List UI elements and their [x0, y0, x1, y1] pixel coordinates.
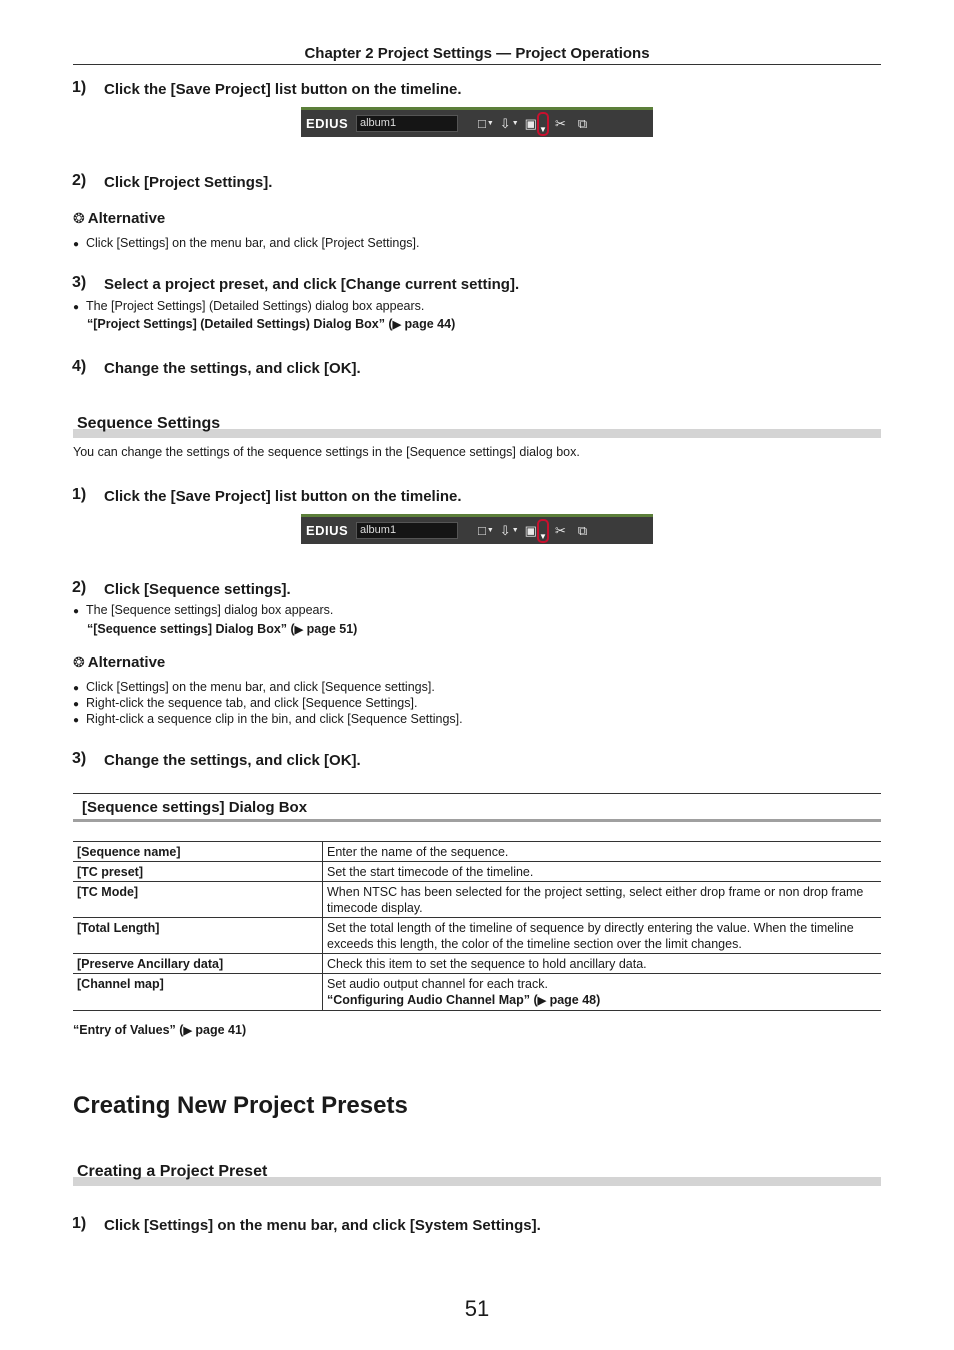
step-number: 1) — [72, 1215, 87, 1232]
arrow-right-icon: ▶ — [392, 319, 402, 331]
step-number: 1) — [72, 79, 87, 96]
copy-icon[interactable]: ⧉ — [577, 522, 588, 538]
list-item: ● Click [Settings] on the menu bar, and click [Sequence settings]. — [73, 680, 435, 694]
edius-logo: EDIUS — [306, 523, 349, 538]
settings-table — [73, 841, 881, 1011]
header-rule — [73, 64, 881, 65]
table-row: [Total Length] Set the total length of the timeline of sequence by directly entering the value. When the timeline exceeds this length, the color of the timeline section over the limit changes. — [73, 918, 881, 954]
list-item: ● Right-click a sequence clip in the bin, and click [Sequence Settings]. — [73, 712, 463, 726]
open-project-icon[interactable]: ⇩ — [499, 115, 511, 131]
sequence-name-field[interactable]: album1 — [356, 522, 458, 539]
cut-icon[interactable]: ✂ — [554, 115, 566, 131]
chevron-down-icon[interactable]: ▼ — [511, 120, 519, 127]
cross-reference-link[interactable]: “[Project Settings] (Detailed Settings) Dialog Box” (▶ page 44) — [87, 317, 456, 331]
step-text: Click [Project Settings]. — [104, 174, 273, 191]
save-project-icon[interactable]: ▣ — [524, 522, 537, 538]
open-project-icon[interactable]: ⇩ — [499, 522, 511, 538]
section-title: Sequence Settings — [77, 415, 221, 432]
dialog-title: [Sequence settings] Dialog Box — [82, 799, 308, 816]
arrow-right-icon: ▶ — [183, 1025, 192, 1037]
step-number: 3) — [72, 750, 87, 767]
chapter-header: Chapter 2 Project Settings — Project Operations — [304, 45, 650, 62]
save-project-list-button[interactable]: ▼ — [537, 519, 549, 543]
table-row: [Channel map] Set audio output channel for each track. “Configuring Audio Channel Map” (▶ page 48) — [73, 974, 881, 1011]
step-text: Click [Settings] on the menu bar, and click [System Settings]. — [104, 1217, 541, 1234]
step-text: Change the settings, and click [OK]. — [104, 360, 361, 377]
alternative-heading — [73, 210, 165, 227]
step-text: Change the settings, and click [OK]. — [104, 752, 361, 769]
edius-logo: EDIUS — [306, 116, 349, 131]
arrow-right-icon: ▶ — [294, 624, 304, 636]
save-project-icon[interactable]: ▣ — [524, 115, 537, 131]
step-number: 3) — [72, 274, 87, 291]
new-sequence-icon[interactable]: □ — [478, 116, 486, 131]
section-intro: You can change the settings of the sequence settings in the [Sequence settings] dialog box. — [73, 445, 580, 459]
alternative-heading — [73, 654, 165, 671]
timeline-toolbar — [301, 514, 653, 544]
step-text: Click the [Save Project] list button on the timeline. — [104, 488, 462, 505]
arrow-right-icon: ▶ — [537, 995, 547, 1007]
page-number: 51 — [464, 1296, 490, 1321]
cross-reference-link[interactable]: “Entry of Values” (▶ page 41) — [73, 1023, 247, 1037]
timeline-toolbar — [301, 107, 653, 137]
table-row: [Preserve Ancillary data] Check this item to set the sequence to hold ancillary data. — [73, 954, 881, 974]
table-row: [TC preset] Set the start timecode of the timeline. — [73, 862, 881, 882]
chevron-down-icon[interactable]: ▼ — [486, 120, 494, 127]
cross-reference-link[interactable]: “[Sequence settings] Dialog Box” (▶ page 51) — [87, 622, 358, 636]
table-row: [TC Mode] When NTSC has been selected for the project setting, select either drop frame or non drop frame timecode display. — [73, 882, 881, 918]
copy-icon[interactable]: ⧉ — [577, 115, 588, 131]
step-number: 2) — [72, 579, 87, 596]
step-number: 4) — [72, 358, 87, 375]
step-number: 2) — [72, 172, 87, 189]
save-project-list-button[interactable]: ▼ — [537, 112, 549, 136]
chevron-down-icon[interactable]: ▼ — [486, 527, 494, 534]
step-text: Click the [Save Project] list button on the timeline. — [104, 81, 462, 98]
list-item: ● The [Project Settings] (Detailed Settings) dialog box appears. — [73, 299, 425, 313]
cross-reference-link[interactable]: “Configuring Audio Channel Map” (▶ page 48) — [327, 993, 601, 1007]
step-number: 1) — [72, 486, 87, 503]
new-sequence-icon[interactable]: □ — [478, 523, 486, 538]
alternative-label: Alternative — [87, 210, 166, 227]
sequence-name-field[interactable]: album1 — [356, 115, 458, 132]
page-heading: Creating New Project Presets — [73, 1092, 408, 1119]
alternative-label: Alternative — [87, 654, 166, 671]
section-title: Creating a Project Preset — [77, 1163, 268, 1180]
chevron-down-icon[interactable]: ▼ — [511, 527, 519, 534]
step-text: Select a project preset, and click [Change current setting]. — [104, 276, 520, 293]
cut-icon[interactable]: ✂ — [554, 522, 566, 538]
alternative-icon: ❂ — [73, 210, 85, 226]
list-item: ● The [Sequence settings] dialog box appears. — [73, 603, 334, 617]
table-row: [Sequence name] Enter the name of the sequence. — [73, 842, 881, 862]
list-item: ● Click [Settings] on the menu bar, and click [Project Settings]. — [73, 236, 420, 250]
alternative-icon: ❂ — [73, 654, 85, 670]
list-item: ● Right-click the sequence tab, and click [Sequence Settings]. — [73, 696, 418, 710]
step-text: Click [Sequence settings]. — [104, 581, 291, 598]
